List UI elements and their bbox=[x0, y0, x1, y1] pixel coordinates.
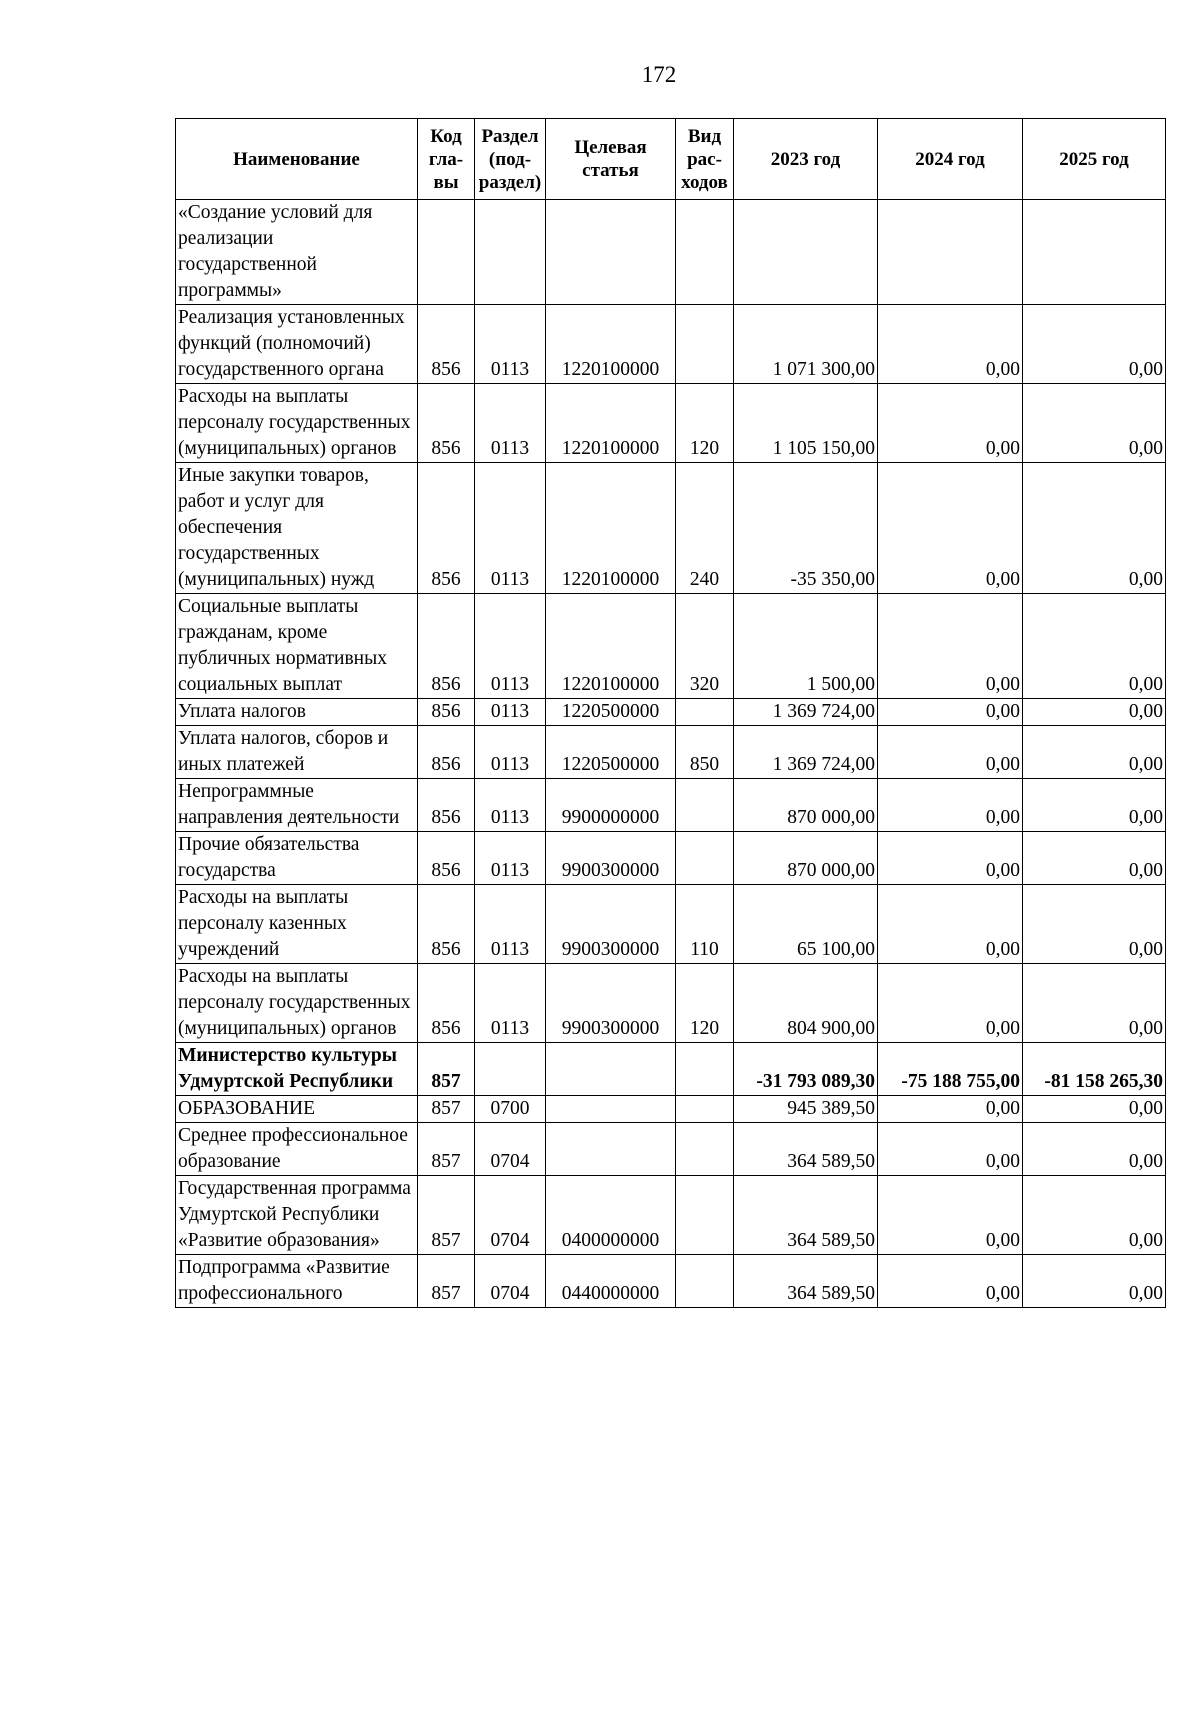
row-chapter-code: 856 bbox=[418, 384, 475, 463]
row-section: 0113 bbox=[475, 384, 546, 463]
row-target-article: 1220100000 bbox=[546, 305, 676, 384]
row-amount-2023: 364 589,50 bbox=[734, 1176, 878, 1255]
row-amount-2025: 0,00 bbox=[1023, 305, 1166, 384]
row-expense-kind bbox=[676, 699, 734, 726]
row-amount-2025: 0,00 bbox=[1023, 463, 1166, 594]
row-name: Расходы на выплаты персоналу государственных (муниципальных) органов bbox=[176, 964, 418, 1043]
row-amount-2024: 0,00 bbox=[878, 726, 1023, 779]
row-target-article: 1220100000 bbox=[546, 594, 676, 699]
row-target-article: 9900300000 bbox=[546, 964, 676, 1043]
row-expense-kind: 320 bbox=[676, 594, 734, 699]
row-name: Государственная программа Удмуртской Республики «Развитие образования» bbox=[176, 1176, 418, 1255]
row-amount-2023: 65 100,00 bbox=[734, 885, 878, 964]
row-section: 0113 bbox=[475, 463, 546, 594]
row-amount-2024: 0,00 bbox=[878, 1096, 1023, 1123]
row-expense-kind: 120 bbox=[676, 384, 734, 463]
row-amount-2024: 0,00 bbox=[878, 384, 1023, 463]
row-section: 0113 bbox=[475, 779, 546, 832]
row-expense-kind bbox=[676, 779, 734, 832]
row-chapter-code: 856 bbox=[418, 832, 475, 885]
row-expense-kind: 120 bbox=[676, 964, 734, 1043]
header-expense-kind: Вид рас- ходов bbox=[676, 119, 734, 200]
row-chapter-code: 856 bbox=[418, 726, 475, 779]
row-name: Уплата налогов bbox=[176, 699, 418, 726]
row-target-article bbox=[546, 1096, 676, 1123]
row-expense-kind bbox=[676, 1176, 734, 1255]
row-chapter-code: 856 bbox=[418, 779, 475, 832]
row-amount-2023 bbox=[734, 200, 878, 305]
row-amount-2023: 1 369 724,00 bbox=[734, 726, 878, 779]
row-expense-kind bbox=[676, 305, 734, 384]
row-amount-2024: -75 188 755,00 bbox=[878, 1043, 1023, 1096]
row-chapter-code: 856 bbox=[418, 463, 475, 594]
row-amount-2025: 0,00 bbox=[1023, 964, 1166, 1043]
row-chapter-code: 857 bbox=[418, 1176, 475, 1255]
table-row bbox=[176, 699, 1166, 726]
header-target-article: Целевая статья bbox=[546, 119, 676, 200]
row-section: 0704 bbox=[475, 1176, 546, 1255]
table-body bbox=[176, 200, 1166, 1308]
table-row bbox=[176, 384, 1166, 463]
row-expense-kind bbox=[676, 832, 734, 885]
header-row bbox=[176, 119, 1166, 200]
row-chapter-code bbox=[418, 200, 475, 305]
row-chapter-code: 857 bbox=[418, 1096, 475, 1123]
row-amount-2025: 0,00 bbox=[1023, 1096, 1166, 1123]
row-amount-2023: -31 793 089,30 bbox=[734, 1043, 878, 1096]
row-amount-2025: 0,00 bbox=[1023, 1255, 1166, 1308]
table-row bbox=[176, 779, 1166, 832]
row-amount-2025: 0,00 bbox=[1023, 1176, 1166, 1255]
row-expense-kind bbox=[676, 1255, 734, 1308]
row-amount-2023: 1 500,00 bbox=[734, 594, 878, 699]
header-chapter-code: Код гла- вы bbox=[418, 119, 475, 200]
table-row bbox=[176, 1176, 1166, 1255]
row-amount-2023: 364 589,50 bbox=[734, 1255, 878, 1308]
row-amount-2024: 0,00 bbox=[878, 832, 1023, 885]
page-number: 172 bbox=[641, 62, 677, 87]
row-amount-2024: 0,00 bbox=[878, 594, 1023, 699]
table-row bbox=[176, 200, 1166, 305]
row-target-article: 9900300000 bbox=[546, 885, 676, 964]
table-row bbox=[176, 726, 1166, 779]
row-amount-2025: 0,00 bbox=[1023, 779, 1166, 832]
row-target-article bbox=[546, 1043, 676, 1096]
table-row bbox=[176, 1123, 1166, 1176]
row-chapter-code: 856 bbox=[418, 964, 475, 1043]
header-2024: 2024 год bbox=[878, 119, 1023, 200]
row-expense-kind: 850 bbox=[676, 726, 734, 779]
row-name: Уплата налогов, сборов и иных платежей bbox=[176, 726, 418, 779]
row-target-article: 1220100000 bbox=[546, 463, 676, 594]
row-chapter-code: 857 bbox=[418, 1255, 475, 1308]
row-amount-2023: 870 000,00 bbox=[734, 832, 878, 885]
row-section bbox=[475, 1043, 546, 1096]
table-row bbox=[176, 885, 1166, 964]
row-target-article: 1220500000 bbox=[546, 726, 676, 779]
row-section: 0113 bbox=[475, 726, 546, 779]
row-target-article: 9900300000 bbox=[546, 832, 676, 885]
row-amount-2023: 945 389,50 bbox=[734, 1096, 878, 1123]
row-amount-2024: 0,00 bbox=[878, 964, 1023, 1043]
row-chapter-code: 857 bbox=[418, 1043, 475, 1096]
row-expense-kind bbox=[676, 1043, 734, 1096]
row-section: 0113 bbox=[475, 699, 546, 726]
row-amount-2025: 0,00 bbox=[1023, 594, 1166, 699]
row-amount-2024: 0,00 bbox=[878, 1123, 1023, 1176]
row-amount-2024: 0,00 bbox=[878, 885, 1023, 964]
row-amount-2025: 0,00 bbox=[1023, 384, 1166, 463]
row-amount-2025: 0,00 bbox=[1023, 885, 1166, 964]
table-row bbox=[176, 1043, 1166, 1096]
row-target-article bbox=[546, 200, 676, 305]
row-target-article: 0400000000 bbox=[546, 1176, 676, 1255]
row-name: Прочие обязательства государства bbox=[176, 832, 418, 885]
row-amount-2024: 0,00 bbox=[878, 1255, 1023, 1308]
row-amount-2025: -81 158 265,30 bbox=[1023, 1043, 1166, 1096]
table-row bbox=[176, 1255, 1166, 1308]
row-section: 0113 bbox=[475, 832, 546, 885]
budget-table bbox=[175, 118, 1166, 1308]
row-amount-2025: 0,00 bbox=[1023, 699, 1166, 726]
row-expense-kind: 110 bbox=[676, 885, 734, 964]
row-amount-2024: 0,00 bbox=[878, 779, 1023, 832]
row-section: 0704 bbox=[475, 1255, 546, 1308]
row-amount-2023: 1 369 724,00 bbox=[734, 699, 878, 726]
row-expense-kind bbox=[676, 1123, 734, 1176]
row-amount-2025: 0,00 bbox=[1023, 1123, 1166, 1176]
table-row bbox=[176, 305, 1166, 384]
row-name: ОБРАЗОВАНИЕ bbox=[176, 1096, 418, 1123]
row-target-article: 9900000000 bbox=[546, 779, 676, 832]
header-name: Наименование bbox=[176, 119, 418, 200]
row-amount-2024 bbox=[878, 200, 1023, 305]
row-target-article: 1220100000 bbox=[546, 384, 676, 463]
row-name: Социальные выплаты гражданам, кроме публичных нормативных социальных выплат bbox=[176, 594, 418, 699]
row-expense-kind: 240 bbox=[676, 463, 734, 594]
row-section: 0113 bbox=[475, 594, 546, 699]
row-section: 0113 bbox=[475, 885, 546, 964]
row-name: Реализация установленных функций (полномочий) государственного органа bbox=[176, 305, 418, 384]
row-target-article: 1220500000 bbox=[546, 699, 676, 726]
row-amount-2024: 0,00 bbox=[878, 1176, 1023, 1255]
row-chapter-code: 856 bbox=[418, 885, 475, 964]
row-target-article: 0440000000 bbox=[546, 1255, 676, 1308]
table-row bbox=[176, 964, 1166, 1043]
table-row bbox=[176, 1096, 1166, 1123]
row-amount-2023: 804 900,00 bbox=[734, 964, 878, 1043]
row-target-article bbox=[546, 1123, 676, 1176]
row-name: Непрограммные направления деятельности bbox=[176, 779, 418, 832]
row-name: «Создание условий для реализации государственной программы» bbox=[176, 200, 418, 305]
header-2025: 2025 год bbox=[1023, 119, 1166, 200]
row-amount-2024: 0,00 bbox=[878, 305, 1023, 384]
row-name: Расходы на выплаты персоналу государственных (муниципальных) органов bbox=[176, 384, 418, 463]
row-amount-2023: 1 071 300,00 bbox=[734, 305, 878, 384]
row-name: Иные закупки товаров, работ и услуг для обеспечения государственных (муниципальных) нужд bbox=[176, 463, 418, 594]
row-amount-2023: 870 000,00 bbox=[734, 779, 878, 832]
row-section: 0700 bbox=[475, 1096, 546, 1123]
row-chapter-code: 856 bbox=[418, 305, 475, 384]
row-name: Среднее профессиональное образование bbox=[176, 1123, 418, 1176]
row-name: Расходы на выплаты персоналу казенных учреждений bbox=[176, 885, 418, 964]
row-amount-2023: 1 105 150,00 bbox=[734, 384, 878, 463]
row-chapter-code: 857 bbox=[418, 1123, 475, 1176]
row-amount-2024: 0,00 bbox=[878, 463, 1023, 594]
row-section: 0113 bbox=[475, 305, 546, 384]
row-chapter-code: 856 bbox=[418, 699, 475, 726]
row-section bbox=[475, 200, 546, 305]
row-expense-kind bbox=[676, 200, 734, 305]
row-name: Министерство культуры Удмуртской Республики bbox=[176, 1043, 418, 1096]
table-row bbox=[176, 832, 1166, 885]
header-section: Раздел (под- раздел) bbox=[475, 119, 546, 200]
row-amount-2025: 0,00 bbox=[1023, 832, 1166, 885]
row-section: 0704 bbox=[475, 1123, 546, 1176]
row-amount-2025 bbox=[1023, 200, 1166, 305]
row-section: 0113 bbox=[475, 964, 546, 1043]
row-amount-2023: -35 350,00 bbox=[734, 463, 878, 594]
row-chapter-code: 856 bbox=[418, 594, 475, 699]
row-amount-2024: 0,00 bbox=[878, 699, 1023, 726]
table-row bbox=[176, 594, 1166, 699]
row-expense-kind bbox=[676, 1096, 734, 1123]
table-row bbox=[176, 463, 1166, 594]
row-amount-2023: 364 589,50 bbox=[734, 1123, 878, 1176]
row-amount-2025: 0,00 bbox=[1023, 726, 1166, 779]
header-2023: 2023 год bbox=[734, 119, 878, 200]
row-name: Подпрограмма «Развитие профессионального bbox=[176, 1255, 418, 1308]
